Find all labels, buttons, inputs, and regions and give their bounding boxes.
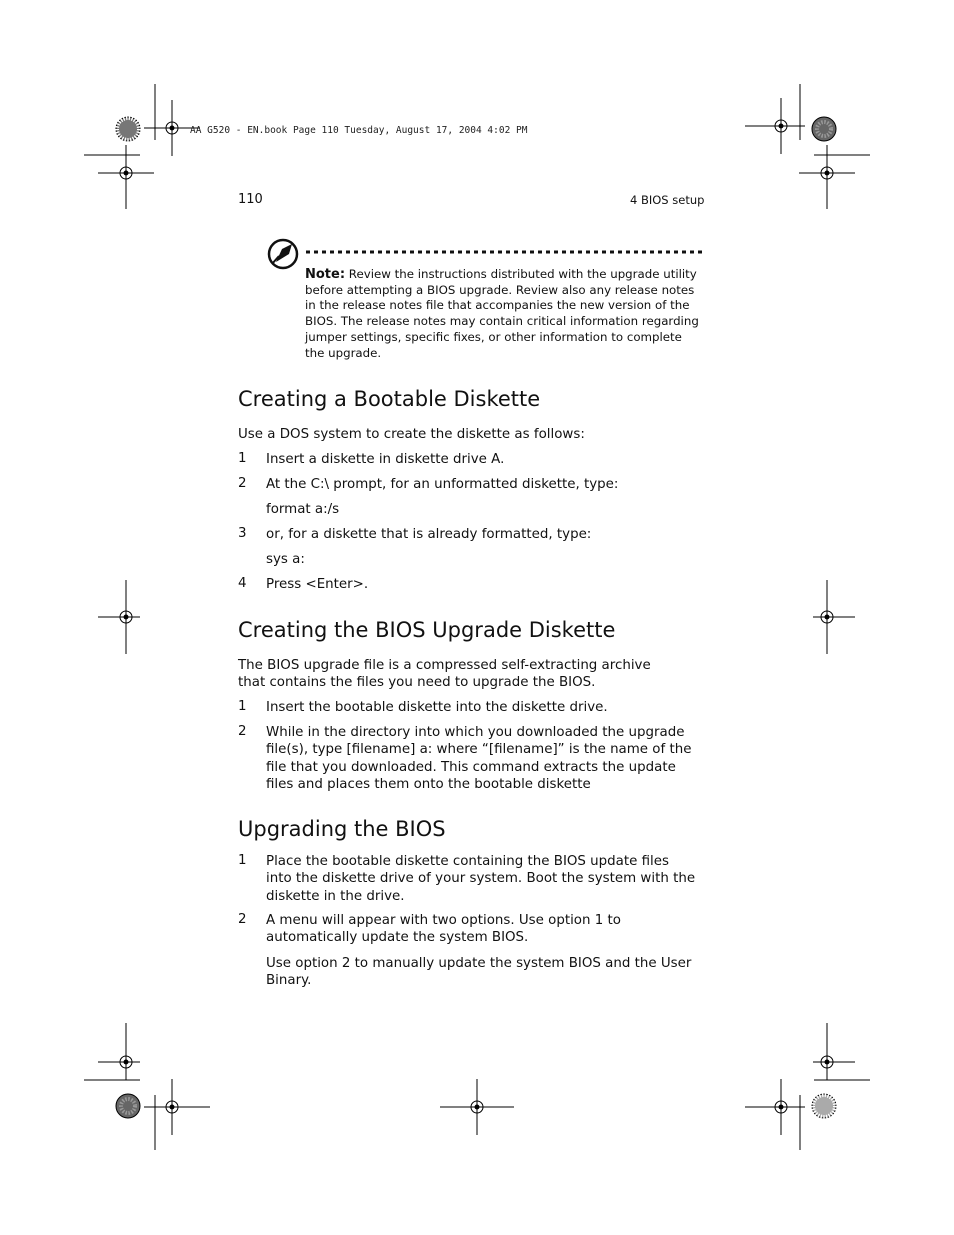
step-number: 2: [238, 912, 247, 927]
step-text: At the C:\ prompt, for an unformatted diskette, type:: [266, 477, 619, 492]
step-number: 1: [238, 451, 247, 466]
note-block: [305, 267, 700, 361]
registration-wheel-icon: [116, 1094, 140, 1118]
step-text: A menu will appear with two options. Use option 1 to automatically update the system BIOS.: [266, 913, 621, 946]
registration-wheel-icon: [812, 1094, 836, 1118]
section-heading: Creating a Bootable Diskette: [238, 387, 541, 411]
page-number: 110: [238, 192, 263, 207]
step-number: 2: [238, 476, 247, 491]
registration-wheel-icon: [116, 117, 140, 141]
step-subtext: Use option 2 to manually update the system BIOS and the User Binary.: [266, 956, 692, 989]
section-heading: Upgrading the BIOS: [238, 817, 446, 841]
step-number: 1: [238, 853, 247, 868]
command-text: format a:/s: [266, 502, 340, 517]
step-text: Place the bootable diskette containing the BIOS update files into the diskette drive of your system. Boot the system with the diskette in the drive.: [266, 854, 696, 904]
step-number: 2: [238, 724, 247, 739]
step-text: Press <Enter>.: [266, 577, 369, 592]
section-heading: Creating the BIOS Upgrade Diskette: [238, 618, 616, 642]
section-intro: Use a DOS system to create the diskette as follows:: [238, 427, 585, 442]
note-body: Review the instructions distributed with the upgrade utility before attempting a BIOS upgrade. Review also any release notes in the release notes file that accompanies the new version of the BIOS. The release notes may contain critical information regarding jumper settings, specific fixes, or other information to complete the upgrade.: [305, 267, 699, 360]
command-text: sys a:: [266, 552, 305, 567]
registration-wheel-icon: [812, 117, 836, 141]
step-text: Insert the bootable diskette into the diskette drive.: [266, 700, 608, 715]
step-text: Insert a diskette in diskette drive A.: [266, 452, 505, 467]
running-head: 4 BIOS setup: [630, 193, 705, 207]
section-intro: The BIOS upgrade file is a compressed self-extracting archive that contains the files you need to upgrade the BIOS.: [238, 658, 651, 691]
print-slug-line: AA G520 - EN.book Page 110 Tuesday, August 17, 2004 4:02 PM: [190, 125, 528, 136]
note-label: Note:: [305, 267, 346, 282]
step-text: While in the directory into which you downloaded the upgrade file(s), type [filename] a: where “[filename]” is the name of the file that you downloaded. This command extracts the update files and places them onto the bootable diskette: [266, 725, 692, 792]
note-pencil-icon: [269, 240, 297, 268]
step-number: 4: [238, 576, 247, 591]
step-number: 1: [238, 699, 247, 714]
step-text: or, for a diskette that is already formatted, type:: [266, 527, 592, 542]
step-number: 3: [238, 526, 247, 541]
